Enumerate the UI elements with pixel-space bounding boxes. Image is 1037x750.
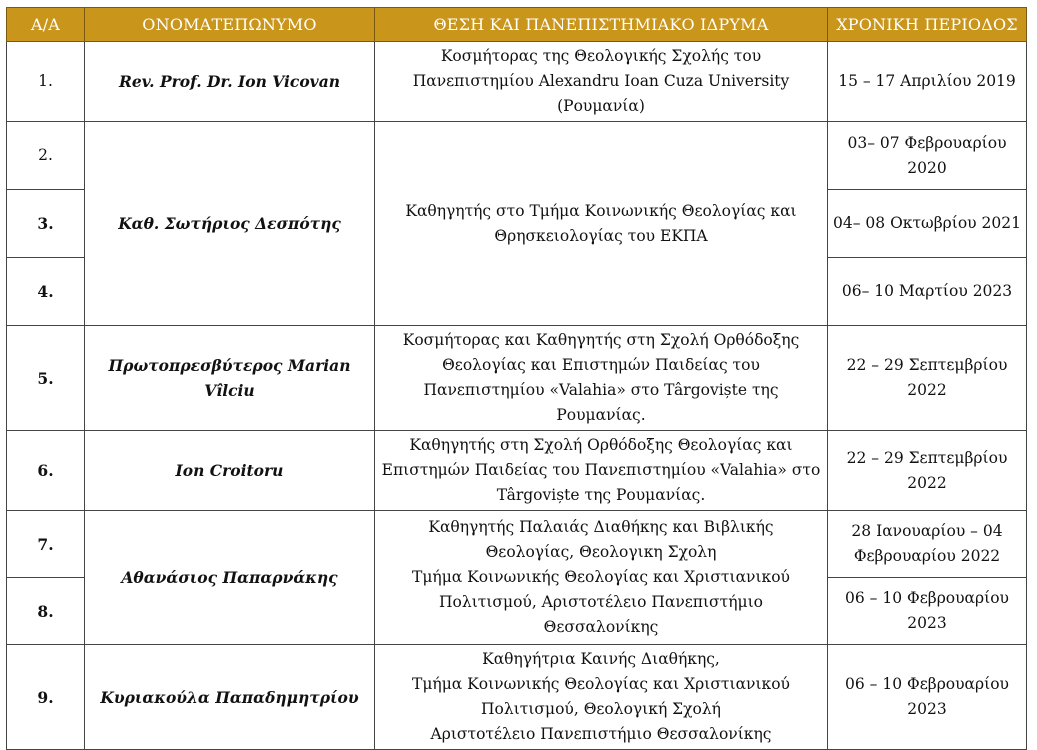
period-line: 06 – 10 Φεβρουαρίου xyxy=(845,675,1009,693)
header-position: ΘΕΣΗ ΚΑΙ ΠΑΝΕΠΙΣΤΗΜΙΑΚΟ ΙΔΡΥΜΑ xyxy=(375,8,828,42)
position-line: Πανεπιστημίου «Valahia» στο Târgoviște της xyxy=(423,381,779,399)
position-cell xyxy=(375,511,828,645)
position-line: Θεολογίας, Θεολογικη Σχολη xyxy=(485,543,717,561)
position-cell xyxy=(375,326,828,431)
table-row xyxy=(7,42,1027,122)
header-period: ΧΡΟΝΙΚΗ ΠΕΡΙΟΔΟΣ xyxy=(828,8,1027,42)
period-line: 2023 xyxy=(907,614,947,632)
position-line: Καθηγητής στο Τμήμα Κοινωνικής Θεολογίας και xyxy=(405,201,797,220)
period-line: 04– 08 Οκτωβρίου 2021 xyxy=(833,214,1021,232)
period-cell xyxy=(828,511,1027,578)
position-cell xyxy=(375,122,828,326)
position-line: Τμήμα Κοινωνικής Θεολογίας και Χριστιανικού xyxy=(412,675,790,693)
row-number: 7. xyxy=(7,511,85,578)
period-line: 15 – 17 Απριλίου 2019 xyxy=(838,72,1016,90)
position-line: Πανεπιστημίου Alexandru Ioan Cuza University xyxy=(412,72,790,90)
period-cell xyxy=(828,42,1027,122)
row-number: 4. xyxy=(7,258,85,326)
person-name: Rev. Prof. Dr. Ion Vicovan xyxy=(85,42,375,122)
row-number: 2. xyxy=(7,122,85,190)
row-number: 9. xyxy=(7,645,85,750)
person-name: Πρωτοπρεσβύτερος Marian Vîlciu xyxy=(85,326,375,431)
period-cell xyxy=(828,645,1027,750)
header-aa: Α/Α xyxy=(7,8,85,42)
row-number: 3. xyxy=(7,190,85,258)
period-line: 03– 07 Φεβρουαρίου xyxy=(847,133,1007,152)
position-line: Πολιτισμού, Θεολογική Σχολή xyxy=(481,700,721,718)
position-line: Κοσμήτορας και Καθηγητής στη Σχολή Ορθόδοξης xyxy=(402,331,800,349)
period-line: 2020 xyxy=(907,158,947,177)
row-number: 8. xyxy=(7,578,85,645)
table-row xyxy=(7,431,1027,511)
position-line: Ρουμανίας. xyxy=(556,406,646,424)
period-line: 22 – 29 Σεπτεμβρίου xyxy=(846,448,1008,467)
position-line: Κοσμήτορας της Θεολογικής Σχολής του xyxy=(440,47,762,65)
position-line: Καθηγητής στη Σχολή Ορθόδοξης Θεολογίας και xyxy=(409,436,793,454)
person-name: Αθανάσιος Παπαρνάκης xyxy=(85,511,375,645)
person-name: Καθ. Σωτήριος Δεσπότης xyxy=(85,122,375,326)
period-cell xyxy=(828,431,1027,511)
table-row xyxy=(7,122,1027,190)
period-line: 28 Ιανουαρίου – 04 xyxy=(851,522,1003,540)
period-cell xyxy=(828,578,1027,645)
period-cell xyxy=(828,326,1027,431)
period-line: 22 – 29 Σεπτεμβρίου xyxy=(846,356,1008,374)
period-line: 06– 10 Μαρτίου 2023 xyxy=(841,282,1013,300)
position-line: Επιστημών Παιδείας του Πανεπιστημίου «Valahia» στο xyxy=(381,461,821,479)
period-line: 2022 xyxy=(907,381,947,399)
position-cell xyxy=(375,42,828,122)
table-row xyxy=(7,326,1027,431)
position-line: Καθηγήτρια Καινής Διαθήκης, xyxy=(482,650,720,668)
position-line: Târgoviște της Ρουμανίας. xyxy=(496,486,706,504)
person-name: Ion Croitoru xyxy=(85,431,375,511)
period-cell xyxy=(828,122,1027,190)
period-line: 2022 xyxy=(907,473,947,492)
position-line: Καθηγητής Παλαιάς Διαθήκης και Βιβλικής xyxy=(428,518,774,536)
position-line: (Ρουμανία) xyxy=(557,97,645,115)
period-line: Φεβρουαρίου 2022 xyxy=(853,547,1001,565)
position-line: Θεσσαλονίκης xyxy=(543,618,659,636)
position-line: Τμήμα Κοινωνικής Θεολογίας και Χριστιανικού xyxy=(412,568,790,586)
position-line: Αριστοτέλειο Πανεπιστήμιο Θεσσαλονίκης xyxy=(430,725,772,743)
position-cell xyxy=(375,645,828,750)
period-cell xyxy=(828,258,1027,326)
table-row xyxy=(7,645,1027,750)
position-line: Θρησκειολογίας του ΕΚΠΑ xyxy=(494,226,708,245)
row-number: 6. xyxy=(7,431,85,511)
period-line: 2023 xyxy=(907,700,947,718)
position-cell xyxy=(375,431,828,511)
person-name: Κυριακούλα Παπαδημητρίου xyxy=(85,645,375,750)
visitors-table xyxy=(6,7,1027,750)
table-row xyxy=(7,511,1027,578)
period-cell xyxy=(828,190,1027,258)
position-line: Θεολογίας και Επιστημών Παιδείας του xyxy=(442,356,760,374)
row-number: 5. xyxy=(7,326,85,431)
row-number: 1. xyxy=(7,42,85,122)
header-row xyxy=(7,8,1027,42)
header-name: ΟΝΟΜΑΤΕΠΩΝΥΜΟ xyxy=(85,8,375,42)
period-line: 06 – 10 Φεβρουαρίου xyxy=(845,589,1009,607)
position-line: Πολιτισμού, Αριστοτέλειο Πανεπιστήμιο xyxy=(439,593,763,611)
